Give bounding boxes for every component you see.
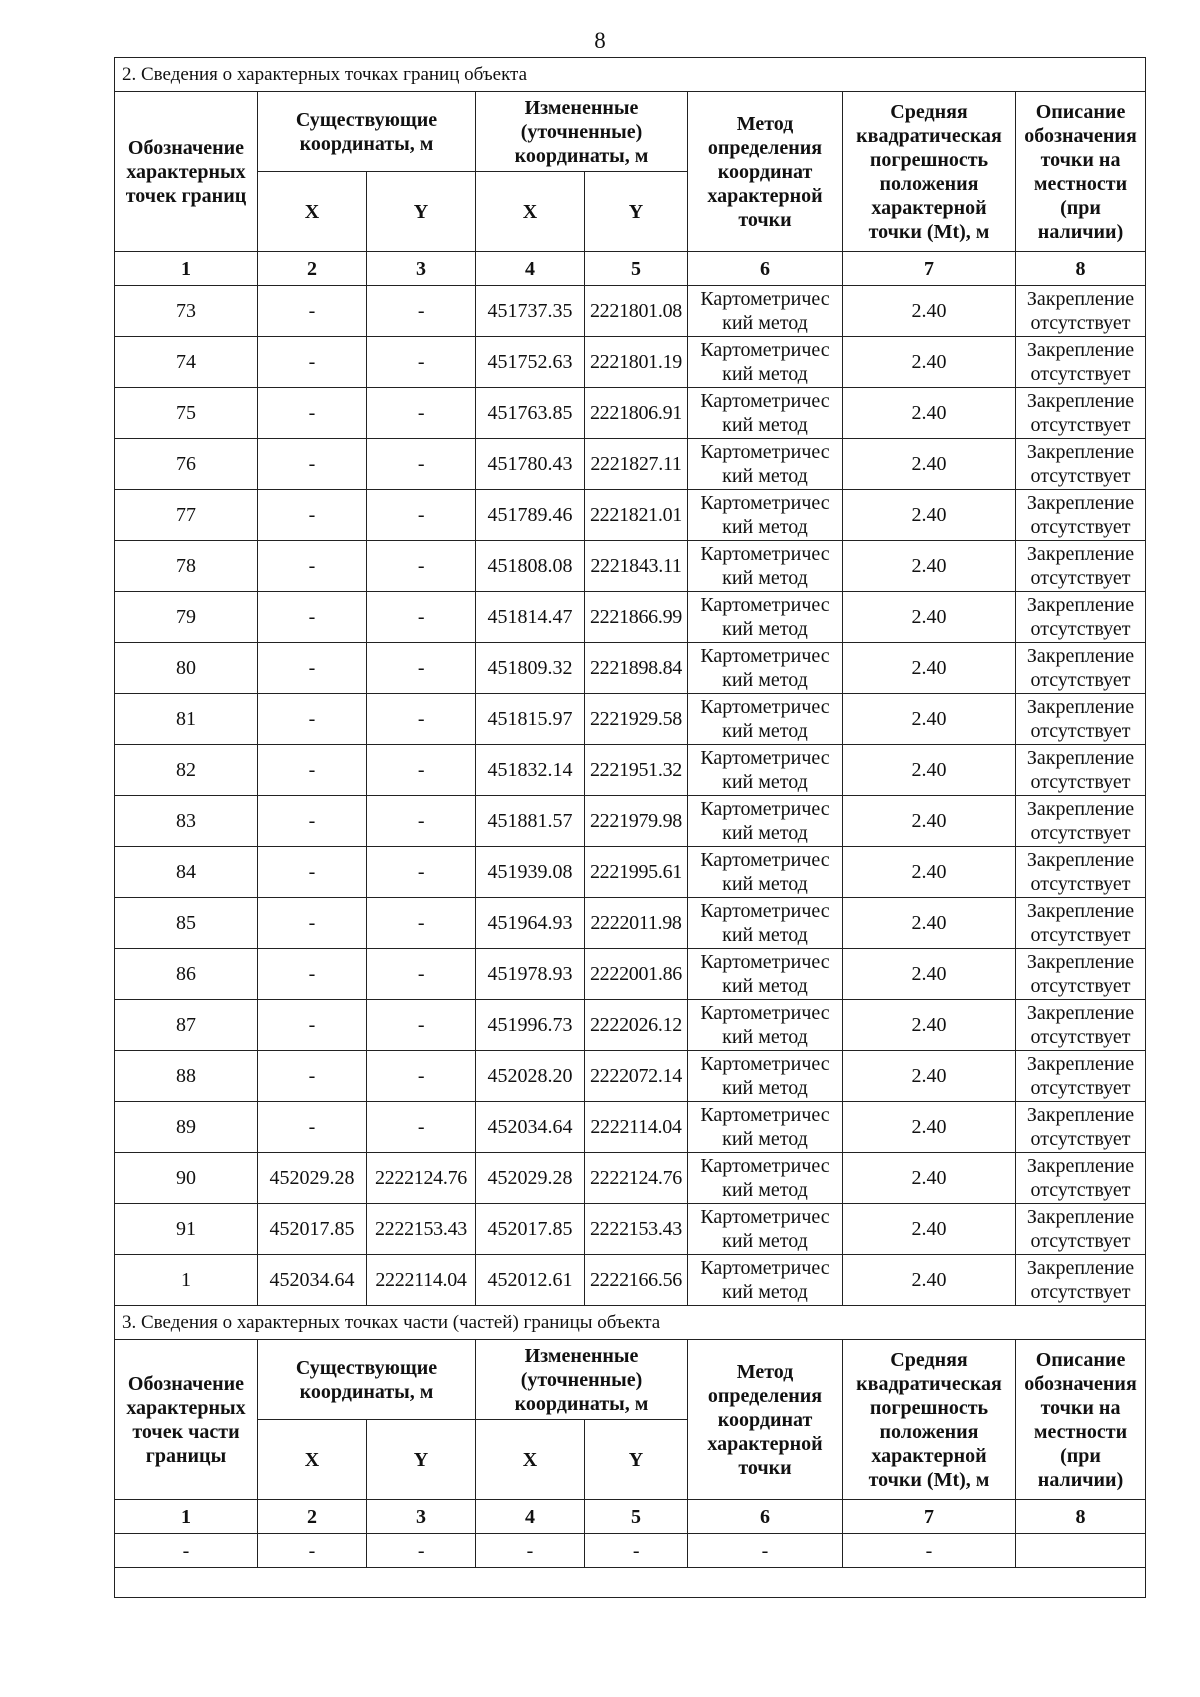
changed-y-cell: 2222153.43 bbox=[585, 1204, 688, 1255]
existing-x-cell: - bbox=[258, 796, 367, 847]
error-cell: 2.40 bbox=[843, 1102, 1016, 1153]
table-row bbox=[115, 286, 1146, 337]
empty-row bbox=[115, 1568, 1146, 1598]
existing-y-cell: - bbox=[367, 949, 476, 1000]
changed-y-cell: 2222011.98 bbox=[585, 898, 688, 949]
column-number: 8 bbox=[1016, 252, 1146, 286]
method-cell: Картометричес кий метод bbox=[688, 796, 843, 847]
description-cell: Закрепление отсутствует bbox=[1016, 439, 1146, 490]
existing-x-cell: 452017.85 bbox=[258, 1204, 367, 1255]
existing-x-cell: - bbox=[258, 694, 367, 745]
header-changed-y: Y bbox=[585, 172, 688, 252]
header-designation: Обозначение характерных точек части границы bbox=[115, 1340, 258, 1500]
existing-x-cell: 452034.64 bbox=[258, 1255, 367, 1306]
description-cell: Закрепление отсутствует bbox=[1016, 898, 1146, 949]
header-existing-y: Y bbox=[367, 172, 476, 252]
method-cell: Картометричес кий метод bbox=[688, 1051, 843, 1102]
table-row bbox=[115, 694, 1146, 745]
point-cell: 74 bbox=[115, 337, 258, 388]
method-cell: Картометричес кий метод bbox=[688, 1102, 843, 1153]
column-number: 6 bbox=[688, 252, 843, 286]
existing-y-cell: - bbox=[367, 592, 476, 643]
changed-x-cell: 451964.93 bbox=[476, 898, 585, 949]
changed-x-cell: 451752.63 bbox=[476, 337, 585, 388]
changed-x-cell: 452012.61 bbox=[476, 1255, 585, 1306]
changed-x-cell: 452034.64 bbox=[476, 1102, 585, 1153]
error-cell: 2.40 bbox=[843, 694, 1016, 745]
description-cell: Закрепление отсутствует bbox=[1016, 1051, 1146, 1102]
column-number: 8 bbox=[1016, 1500, 1146, 1534]
method-cell: Картометричес кий метод bbox=[688, 439, 843, 490]
description-cell: Закрепление отсутствует bbox=[1016, 592, 1146, 643]
table-row bbox=[115, 847, 1146, 898]
error-cell: 2.40 bbox=[843, 1204, 1016, 1255]
header-method: Метод определения координат характерной точки bbox=[688, 92, 843, 252]
point-cell: 89 bbox=[115, 1102, 258, 1153]
point-cell: 86 bbox=[115, 949, 258, 1000]
changed-x-cell: 451939.08 bbox=[476, 847, 585, 898]
table-row bbox=[115, 490, 1146, 541]
table-body bbox=[115, 58, 1146, 1598]
error-cell: 2.40 bbox=[843, 1255, 1016, 1306]
header-existing: Существующие координаты, м bbox=[258, 1340, 476, 1420]
existing-x-cell: - bbox=[258, 1051, 367, 1102]
changed-x-cell: 451881.57 bbox=[476, 796, 585, 847]
existing-x-cell: - bbox=[258, 745, 367, 796]
existing-x-cell: - bbox=[258, 898, 367, 949]
method-cell: Картометричес кий метод bbox=[688, 286, 843, 337]
description-cell: Закрепление отсутствует bbox=[1016, 286, 1146, 337]
point-cell: 77 bbox=[115, 490, 258, 541]
changed-y-cell: 2221843.11 bbox=[585, 541, 688, 592]
header-existing-y: Y bbox=[367, 1420, 476, 1500]
table-row bbox=[115, 388, 1146, 439]
existing-x-cell: - bbox=[258, 1000, 367, 1051]
existing-y-cell: - bbox=[367, 490, 476, 541]
point-cell: 82 bbox=[115, 745, 258, 796]
point-cell: 78 bbox=[115, 541, 258, 592]
existing-y-cell: - bbox=[367, 745, 476, 796]
changed-x-cell: 452017.85 bbox=[476, 1204, 585, 1255]
existing-x-cell: - bbox=[258, 286, 367, 337]
changed-x-cell: 451996.73 bbox=[476, 1000, 585, 1051]
point-cell: 83 bbox=[115, 796, 258, 847]
header-error: Средняя квадратическая погрешность положения характерной точки (Mt), м bbox=[843, 92, 1016, 252]
point-cell: 79 bbox=[115, 592, 258, 643]
header-changed-x: X bbox=[476, 172, 585, 252]
changed-x-cell: - bbox=[476, 1534, 585, 1568]
table-row bbox=[115, 1255, 1146, 1306]
error-cell: 2.40 bbox=[843, 1000, 1016, 1051]
changed-y-cell: 2221801.08 bbox=[585, 286, 688, 337]
error-cell: 2.40 bbox=[843, 847, 1016, 898]
existing-y-cell: - bbox=[367, 1051, 476, 1102]
changed-x-cell: 451978.93 bbox=[476, 949, 585, 1000]
method-cell: Картометричес кий метод bbox=[688, 745, 843, 796]
method-cell: Картометричес кий метод bbox=[688, 1153, 843, 1204]
description-cell: Закрепление отсутствует bbox=[1016, 1153, 1146, 1204]
table-row bbox=[115, 592, 1146, 643]
method-cell: Картометричес кий метод bbox=[688, 949, 843, 1000]
header-existing-x: X bbox=[258, 1420, 367, 1500]
changed-x-cell: 451763.85 bbox=[476, 388, 585, 439]
header-description: Описание обозначения точки на местности (при наличии) bbox=[1016, 92, 1146, 252]
page-number: 8 bbox=[594, 28, 606, 53]
method-cell: - bbox=[688, 1534, 843, 1568]
error-cell: 2.40 bbox=[843, 643, 1016, 694]
changed-x-cell: 451809.32 bbox=[476, 643, 585, 694]
changed-y-cell: 2222001.86 bbox=[585, 949, 688, 1000]
changed-y-cell: 2222124.76 bbox=[585, 1153, 688, 1204]
method-cell: Картометричес кий метод bbox=[688, 847, 843, 898]
changed-y-cell: 2221898.84 bbox=[585, 643, 688, 694]
error-cell: 2.40 bbox=[843, 796, 1016, 847]
table-row bbox=[115, 337, 1146, 388]
empty-cell bbox=[115, 1568, 1146, 1598]
error-cell: 2.40 bbox=[843, 490, 1016, 541]
existing-y-cell: 2222124.76 bbox=[367, 1153, 476, 1204]
point-cell: 88 bbox=[115, 1051, 258, 1102]
point-cell: 1 bbox=[115, 1255, 258, 1306]
existing-x-cell: - bbox=[258, 847, 367, 898]
description-cell: Закрепление отсутствует bbox=[1016, 1204, 1146, 1255]
description-cell: Закрепление отсутствует bbox=[1016, 490, 1146, 541]
changed-x-cell: 451815.97 bbox=[476, 694, 585, 745]
changed-y-cell: 2222114.04 bbox=[585, 1102, 688, 1153]
point-cell: 91 bbox=[115, 1204, 258, 1255]
method-cell: Картометричес кий метод bbox=[688, 694, 843, 745]
changed-y-cell: 2221979.98 bbox=[585, 796, 688, 847]
error-cell: 2.40 bbox=[843, 541, 1016, 592]
column-number: 1 bbox=[115, 252, 258, 286]
changed-x-cell: 451808.08 bbox=[476, 541, 585, 592]
description-cell: Закрепление отсутствует bbox=[1016, 796, 1146, 847]
description-cell bbox=[1016, 1534, 1146, 1568]
method-cell: Картометричес кий метод bbox=[688, 337, 843, 388]
description-cell: Закрепление отсутствует bbox=[1016, 337, 1146, 388]
existing-x-cell: - bbox=[258, 337, 367, 388]
existing-y-cell: - bbox=[367, 796, 476, 847]
point-cell: 87 bbox=[115, 1000, 258, 1051]
point-cell: 76 bbox=[115, 439, 258, 490]
error-cell: 2.40 bbox=[843, 898, 1016, 949]
header-changed: Измененные (уточненные) координаты, м bbox=[476, 92, 688, 172]
table-row bbox=[115, 1204, 1146, 1255]
changed-y-cell: 2222166.56 bbox=[585, 1255, 688, 1306]
header-designation: Обозначение характерных точек границ bbox=[115, 92, 258, 252]
point-cell: 90 bbox=[115, 1153, 258, 1204]
table-row bbox=[115, 1153, 1146, 1204]
description-cell: Закрепление отсутствует bbox=[1016, 847, 1146, 898]
point-cell: 73 bbox=[115, 286, 258, 337]
error-cell: 2.40 bbox=[843, 439, 1016, 490]
header-existing-x: X bbox=[258, 172, 367, 252]
method-cell: Картометричес кий метод bbox=[688, 592, 843, 643]
error-cell: 2.40 bbox=[843, 949, 1016, 1000]
coordinates-table bbox=[114, 57, 1146, 1598]
table-row bbox=[115, 949, 1146, 1000]
existing-y-cell: - bbox=[367, 337, 476, 388]
existing-x-cell: 452029.28 bbox=[258, 1153, 367, 1204]
existing-x-cell: - bbox=[258, 388, 367, 439]
existing-y-cell: - bbox=[367, 847, 476, 898]
error-cell: 2.40 bbox=[843, 286, 1016, 337]
changed-x-cell: 451737.35 bbox=[476, 286, 585, 337]
section2-title: 2. Сведения о характерных точках границ объекта bbox=[115, 58, 1146, 92]
column-number: 5 bbox=[585, 252, 688, 286]
error-cell: 2.40 bbox=[843, 592, 1016, 643]
method-cell: Картометричес кий метод bbox=[688, 898, 843, 949]
existing-y-cell: - bbox=[367, 388, 476, 439]
changed-x-cell: 451832.14 bbox=[476, 745, 585, 796]
table-row bbox=[115, 643, 1146, 694]
error-cell: - bbox=[843, 1534, 1016, 1568]
header-description: Описание обозначения точки на местности (при наличии) bbox=[1016, 1340, 1146, 1500]
point-cell: 84 bbox=[115, 847, 258, 898]
existing-y-cell: - bbox=[367, 643, 476, 694]
header-method: Метод определения координат характерной точки bbox=[688, 1340, 843, 1500]
description-cell: Закрепление отсутствует bbox=[1016, 1000, 1146, 1051]
column-number: 3 bbox=[367, 1500, 476, 1534]
error-cell: 2.40 bbox=[843, 388, 1016, 439]
changed-x-cell: 451780.43 bbox=[476, 439, 585, 490]
error-cell: 2.40 bbox=[843, 337, 1016, 388]
method-cell: Картометричес кий метод bbox=[688, 388, 843, 439]
description-cell: Закрепление отсутствует bbox=[1016, 643, 1146, 694]
point-cell: 80 bbox=[115, 643, 258, 694]
error-cell: 2.40 bbox=[843, 1153, 1016, 1204]
changed-y-cell: 2221827.11 bbox=[585, 439, 688, 490]
existing-x-cell: - bbox=[258, 541, 367, 592]
description-cell: Закрепление отсутствует bbox=[1016, 949, 1146, 1000]
method-cell: Картометричес кий метод bbox=[688, 490, 843, 541]
point-cell: 75 bbox=[115, 388, 258, 439]
point-cell: 81 bbox=[115, 694, 258, 745]
column-number: 2 bbox=[258, 252, 367, 286]
existing-x-cell: - bbox=[258, 1102, 367, 1153]
method-cell: Картометричес кий метод bbox=[688, 1204, 843, 1255]
existing-x-cell: - bbox=[258, 643, 367, 694]
existing-x-cell: - bbox=[258, 439, 367, 490]
description-cell: Закрепление отсутствует bbox=[1016, 541, 1146, 592]
point-cell: - bbox=[115, 1534, 258, 1568]
header-changed-y: Y bbox=[585, 1420, 688, 1500]
description-cell: Закрепление отсутствует bbox=[1016, 1255, 1146, 1306]
column-number: 2 bbox=[258, 1500, 367, 1534]
existing-y-cell: - bbox=[367, 541, 476, 592]
column-number: 5 bbox=[585, 1500, 688, 1534]
existing-y-cell: - bbox=[367, 286, 476, 337]
column-number: 3 bbox=[367, 252, 476, 286]
changed-x-cell: 451789.46 bbox=[476, 490, 585, 541]
column-numbers-row bbox=[115, 1500, 1146, 1534]
changed-y-cell: 2222026.12 bbox=[585, 1000, 688, 1051]
existing-y-cell: - bbox=[367, 694, 476, 745]
column-numbers-row bbox=[115, 252, 1146, 286]
header-changed-x: X bbox=[476, 1420, 585, 1500]
column-number: 7 bbox=[843, 252, 1016, 286]
table-row bbox=[115, 1534, 1146, 1568]
changed-y-cell: 2221866.99 bbox=[585, 592, 688, 643]
method-cell: Картометричес кий метод bbox=[688, 541, 843, 592]
existing-y-cell: - bbox=[367, 439, 476, 490]
changed-x-cell: 452028.20 bbox=[476, 1051, 585, 1102]
table-row bbox=[115, 541, 1146, 592]
error-cell: 2.40 bbox=[843, 1051, 1016, 1102]
changed-y-cell: 2221806.91 bbox=[585, 388, 688, 439]
table-row bbox=[115, 1051, 1146, 1102]
description-cell: Закрепление отсутствует bbox=[1016, 1102, 1146, 1153]
method-cell: Картометричес кий метод bbox=[688, 643, 843, 694]
existing-x-cell: - bbox=[258, 592, 367, 643]
header-existing: Существующие координаты, м bbox=[258, 92, 476, 172]
existing-x-cell: - bbox=[258, 490, 367, 541]
changed-y-cell: 2222072.14 bbox=[585, 1051, 688, 1102]
changed-y-cell: 2221995.61 bbox=[585, 847, 688, 898]
section3-title: 3. Сведения о характерных точках части (частей) границы объекта bbox=[115, 1306, 1146, 1340]
method-cell: Картометричес кий метод bbox=[688, 1255, 843, 1306]
column-number: 4 bbox=[476, 252, 585, 286]
column-number: 4 bbox=[476, 1500, 585, 1534]
existing-y-cell: 2222114.04 bbox=[367, 1255, 476, 1306]
table-row bbox=[115, 439, 1146, 490]
description-cell: Закрепление отсутствует bbox=[1016, 745, 1146, 796]
changed-x-cell: 451814.47 bbox=[476, 592, 585, 643]
existing-y-cell: - bbox=[367, 1534, 476, 1568]
changed-y-cell: 2221821.01 bbox=[585, 490, 688, 541]
header-error: Средняя квадратическая погрешность положения характерной точки (Mt), м bbox=[843, 1340, 1016, 1500]
table-row bbox=[115, 796, 1146, 847]
description-cell: Закрепление отсутствует bbox=[1016, 694, 1146, 745]
existing-y-cell: - bbox=[367, 898, 476, 949]
changed-y-cell: 2221951.32 bbox=[585, 745, 688, 796]
existing-y-cell: - bbox=[367, 1102, 476, 1153]
point-cell: 85 bbox=[115, 898, 258, 949]
table-row bbox=[115, 898, 1146, 949]
method-cell: Картометричес кий метод bbox=[688, 1000, 843, 1051]
table-row bbox=[115, 1000, 1146, 1051]
table-row bbox=[115, 1102, 1146, 1153]
error-cell: 2.40 bbox=[843, 745, 1016, 796]
header-changed: Измененные (уточненные) координаты, м bbox=[476, 1340, 688, 1420]
column-number: 1 bbox=[115, 1500, 258, 1534]
table-row bbox=[115, 745, 1146, 796]
changed-x-cell: 452029.28 bbox=[476, 1153, 585, 1204]
description-cell: Закрепление отсутствует bbox=[1016, 388, 1146, 439]
existing-y-cell: - bbox=[367, 1000, 476, 1051]
column-number: 6 bbox=[688, 1500, 843, 1534]
changed-y-cell: 2221929.58 bbox=[585, 694, 688, 745]
changed-y-cell: - bbox=[585, 1534, 688, 1568]
existing-x-cell: - bbox=[258, 949, 367, 1000]
existing-y-cell: 2222153.43 bbox=[367, 1204, 476, 1255]
existing-x-cell: - bbox=[258, 1534, 367, 1568]
column-number: 7 bbox=[843, 1500, 1016, 1534]
changed-y-cell: 2221801.19 bbox=[585, 337, 688, 388]
